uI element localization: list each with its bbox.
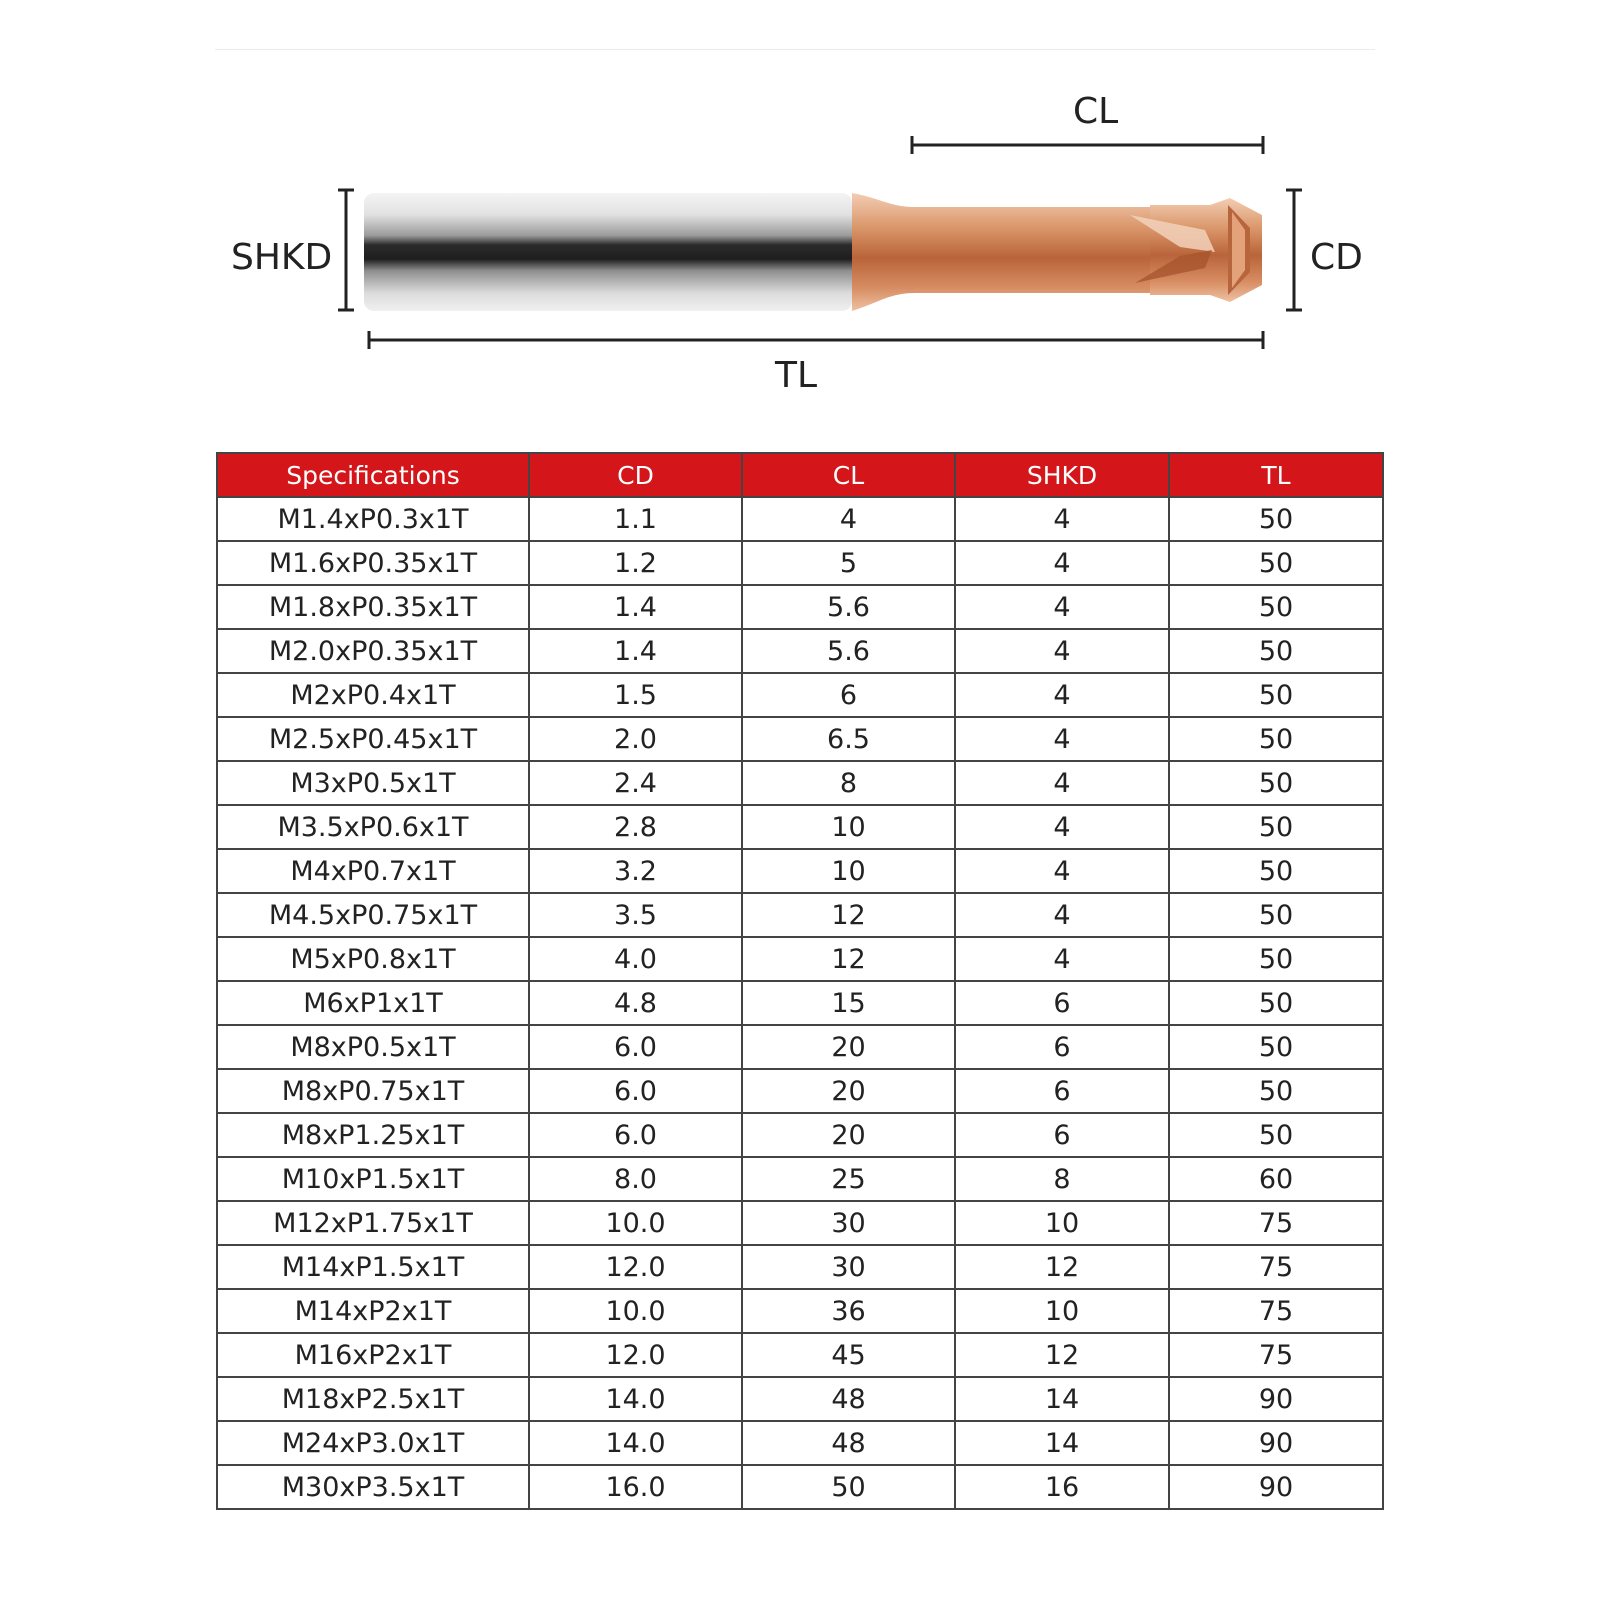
cell-specification: M2xP0.4x1T xyxy=(217,673,529,717)
cell-shkd: 4 xyxy=(955,673,1169,717)
cell-tl: 50 xyxy=(1169,893,1383,937)
table-row xyxy=(217,1245,1383,1289)
cell-cd: 2.8 xyxy=(529,805,742,849)
header-tl: TL xyxy=(1169,453,1383,497)
cell-tl: 90 xyxy=(1169,1421,1383,1465)
cell-tl: 50 xyxy=(1169,981,1383,1025)
cell-cd: 4.0 xyxy=(529,937,742,981)
table-row xyxy=(217,541,1383,585)
cell-shkd: 4 xyxy=(955,893,1169,937)
cell-shkd: 4 xyxy=(955,761,1169,805)
cell-cd: 12.0 xyxy=(529,1245,742,1289)
cell-cl: 48 xyxy=(742,1421,955,1465)
cell-cd: 12.0 xyxy=(529,1333,742,1377)
header-specifications: Specifications xyxy=(217,453,529,497)
cell-cd: 14.0 xyxy=(529,1421,742,1465)
cell-shkd: 6 xyxy=(955,1113,1169,1157)
table-row xyxy=(217,1025,1383,1069)
specifications-table xyxy=(216,452,1384,1510)
cell-specification: M4xP0.7x1T xyxy=(217,849,529,893)
cell-shkd: 14 xyxy=(955,1421,1169,1465)
cell-cd: 14.0 xyxy=(529,1377,742,1421)
cell-cl: 10 xyxy=(742,805,955,849)
table-row xyxy=(217,717,1383,761)
cell-cl: 10 xyxy=(742,849,955,893)
header-shkd: SHKD xyxy=(955,453,1169,497)
cell-shkd: 6 xyxy=(955,1069,1169,1113)
cell-tl: 75 xyxy=(1169,1289,1383,1333)
cell-tl: 75 xyxy=(1169,1201,1383,1245)
cell-cl: 45 xyxy=(742,1333,955,1377)
cd-dimension-line xyxy=(1286,190,1302,310)
table-row xyxy=(217,805,1383,849)
cell-shkd: 4 xyxy=(955,805,1169,849)
cell-shkd: 8 xyxy=(955,1157,1169,1201)
cell-cl: 6.5 xyxy=(742,717,955,761)
cell-specification: M8xP1.25x1T xyxy=(217,1113,529,1157)
cell-shkd: 4 xyxy=(955,541,1169,585)
tool-dimension-diagram xyxy=(0,0,1600,420)
cell-specification: M4.5xP0.75x1T xyxy=(217,893,529,937)
cell-specification: M6xP1x1T xyxy=(217,981,529,1025)
cell-shkd: 4 xyxy=(955,585,1169,629)
cell-shkd: 10 xyxy=(955,1289,1169,1333)
table-row xyxy=(217,1069,1383,1113)
table-row xyxy=(217,937,1383,981)
cell-cl: 30 xyxy=(742,1245,955,1289)
cell-cl: 48 xyxy=(742,1377,955,1421)
cell-specification: M1.4xP0.3x1T xyxy=(217,497,529,541)
cell-cl: 6 xyxy=(742,673,955,717)
cell-specification: M1.6xP0.35x1T xyxy=(217,541,529,585)
table-body xyxy=(217,497,1383,1509)
cell-shkd: 4 xyxy=(955,629,1169,673)
cell-shkd: 16 xyxy=(955,1465,1169,1509)
cell-tl: 50 xyxy=(1169,1025,1383,1069)
tl-label: TL xyxy=(775,355,818,396)
table-row xyxy=(217,629,1383,673)
cell-specification: M18xP2.5x1T xyxy=(217,1377,529,1421)
table-row xyxy=(217,1421,1383,1465)
table-row xyxy=(217,849,1383,893)
cell-tl: 50 xyxy=(1169,541,1383,585)
cell-cd: 1.4 xyxy=(529,629,742,673)
table-row xyxy=(217,761,1383,805)
cell-tl: 50 xyxy=(1169,1069,1383,1113)
cell-cl: 20 xyxy=(742,1025,955,1069)
cell-cl: 5.6 xyxy=(742,629,955,673)
cell-tl: 50 xyxy=(1169,497,1383,541)
cell-cd: 6.0 xyxy=(529,1069,742,1113)
table-row xyxy=(217,673,1383,717)
cell-shkd: 4 xyxy=(955,717,1169,761)
cell-cd: 2.0 xyxy=(529,717,742,761)
cell-tl: 50 xyxy=(1169,1113,1383,1157)
cell-cd: 8.0 xyxy=(529,1157,742,1201)
table-row xyxy=(217,893,1383,937)
cl-label: CL xyxy=(1073,91,1119,132)
table-row xyxy=(217,1113,1383,1157)
cell-specification: M3xP0.5x1T xyxy=(217,761,529,805)
cell-cl: 30 xyxy=(742,1201,955,1245)
cell-shkd: 4 xyxy=(955,849,1169,893)
cell-shkd: 12 xyxy=(955,1245,1169,1289)
cell-cd: 1.1 xyxy=(529,497,742,541)
cell-specification: M12xP1.75x1T xyxy=(217,1201,529,1245)
tool-cutter xyxy=(852,193,1150,311)
table-row xyxy=(217,1377,1383,1421)
cell-shkd: 4 xyxy=(955,497,1169,541)
cell-cd: 4.8 xyxy=(529,981,742,1025)
cell-tl: 75 xyxy=(1169,1245,1383,1289)
cell-cd: 6.0 xyxy=(529,1113,742,1157)
table-row xyxy=(217,1289,1383,1333)
cell-cd: 1.5 xyxy=(529,673,742,717)
cell-cd: 6.0 xyxy=(529,1025,742,1069)
cell-cd: 16.0 xyxy=(529,1465,742,1509)
cell-tl: 90 xyxy=(1169,1377,1383,1421)
cell-specification: M8xP0.75x1T xyxy=(217,1069,529,1113)
cell-cl: 50 xyxy=(742,1465,955,1509)
cell-tl: 50 xyxy=(1169,673,1383,717)
table-row xyxy=(217,585,1383,629)
table-row xyxy=(217,1333,1383,1377)
cell-shkd: 14 xyxy=(955,1377,1169,1421)
cell-shkd: 6 xyxy=(955,981,1169,1025)
cell-specification: M14xP2x1T xyxy=(217,1289,529,1333)
cell-cd: 2.4 xyxy=(529,761,742,805)
cell-shkd: 10 xyxy=(955,1201,1169,1245)
cell-tl: 50 xyxy=(1169,717,1383,761)
cell-cl: 20 xyxy=(742,1069,955,1113)
cell-cl: 12 xyxy=(742,937,955,981)
cell-cd: 10.0 xyxy=(529,1289,742,1333)
cell-tl: 50 xyxy=(1169,585,1383,629)
table-row xyxy=(217,497,1383,541)
cell-cd: 3.2 xyxy=(529,849,742,893)
cell-cd: 3.5 xyxy=(529,893,742,937)
cell-specification: M3.5xP0.6x1T xyxy=(217,805,529,849)
cell-cl: 5.6 xyxy=(742,585,955,629)
shkd-label: SHKD xyxy=(231,237,333,278)
cell-specification: M16xP2x1T xyxy=(217,1333,529,1377)
cell-specification: M8xP0.5x1T xyxy=(217,1025,529,1069)
cell-shkd: 4 xyxy=(955,937,1169,981)
cell-shkd: 12 xyxy=(955,1333,1169,1377)
cell-tl: 90 xyxy=(1169,1465,1383,1509)
header-cl: CL xyxy=(742,453,955,497)
cell-cl: 8 xyxy=(742,761,955,805)
tool-shank xyxy=(364,193,852,311)
table-row xyxy=(217,1201,1383,1245)
cell-cl: 4 xyxy=(742,497,955,541)
cell-specification: M2.0xP0.35x1T xyxy=(217,629,529,673)
header-cd: CD xyxy=(529,453,742,497)
cd-label: CD xyxy=(1310,237,1363,278)
table-header-row xyxy=(217,453,1383,497)
cell-specification: M2.5xP0.45x1T xyxy=(217,717,529,761)
table-row xyxy=(217,981,1383,1025)
cell-cl: 15 xyxy=(742,981,955,1025)
cell-cd: 10.0 xyxy=(529,1201,742,1245)
cell-specification: M30xP3.5x1T xyxy=(217,1465,529,1509)
cell-cd: 1.2 xyxy=(529,541,742,585)
cell-tl: 50 xyxy=(1169,629,1383,673)
table-row xyxy=(217,1157,1383,1201)
cell-cl: 36 xyxy=(742,1289,955,1333)
shkd-dimension-line xyxy=(338,190,354,310)
cell-tl: 75 xyxy=(1169,1333,1383,1377)
cell-tl: 50 xyxy=(1169,937,1383,981)
cell-specification: M1.8xP0.35x1T xyxy=(217,585,529,629)
cell-tl: 50 xyxy=(1169,849,1383,893)
cell-tl: 50 xyxy=(1169,805,1383,849)
table-row xyxy=(217,1465,1383,1509)
tl-dimension-line xyxy=(369,331,1263,349)
cl-dimension-line xyxy=(912,136,1263,154)
cell-specification: M5xP0.8x1T xyxy=(217,937,529,981)
cell-tl: 60 xyxy=(1169,1157,1383,1201)
cell-tl: 50 xyxy=(1169,761,1383,805)
cell-shkd: 6 xyxy=(955,1025,1169,1069)
cell-specification: M24xP3.0x1T xyxy=(217,1421,529,1465)
cell-cl: 12 xyxy=(742,893,955,937)
cell-cl: 25 xyxy=(742,1157,955,1201)
cell-specification: M10xP1.5x1T xyxy=(217,1157,529,1201)
cell-specification: M14xP1.5x1T xyxy=(217,1245,529,1289)
cell-cl: 5 xyxy=(742,541,955,585)
cell-cd: 1.4 xyxy=(529,585,742,629)
cell-cl: 20 xyxy=(742,1113,955,1157)
